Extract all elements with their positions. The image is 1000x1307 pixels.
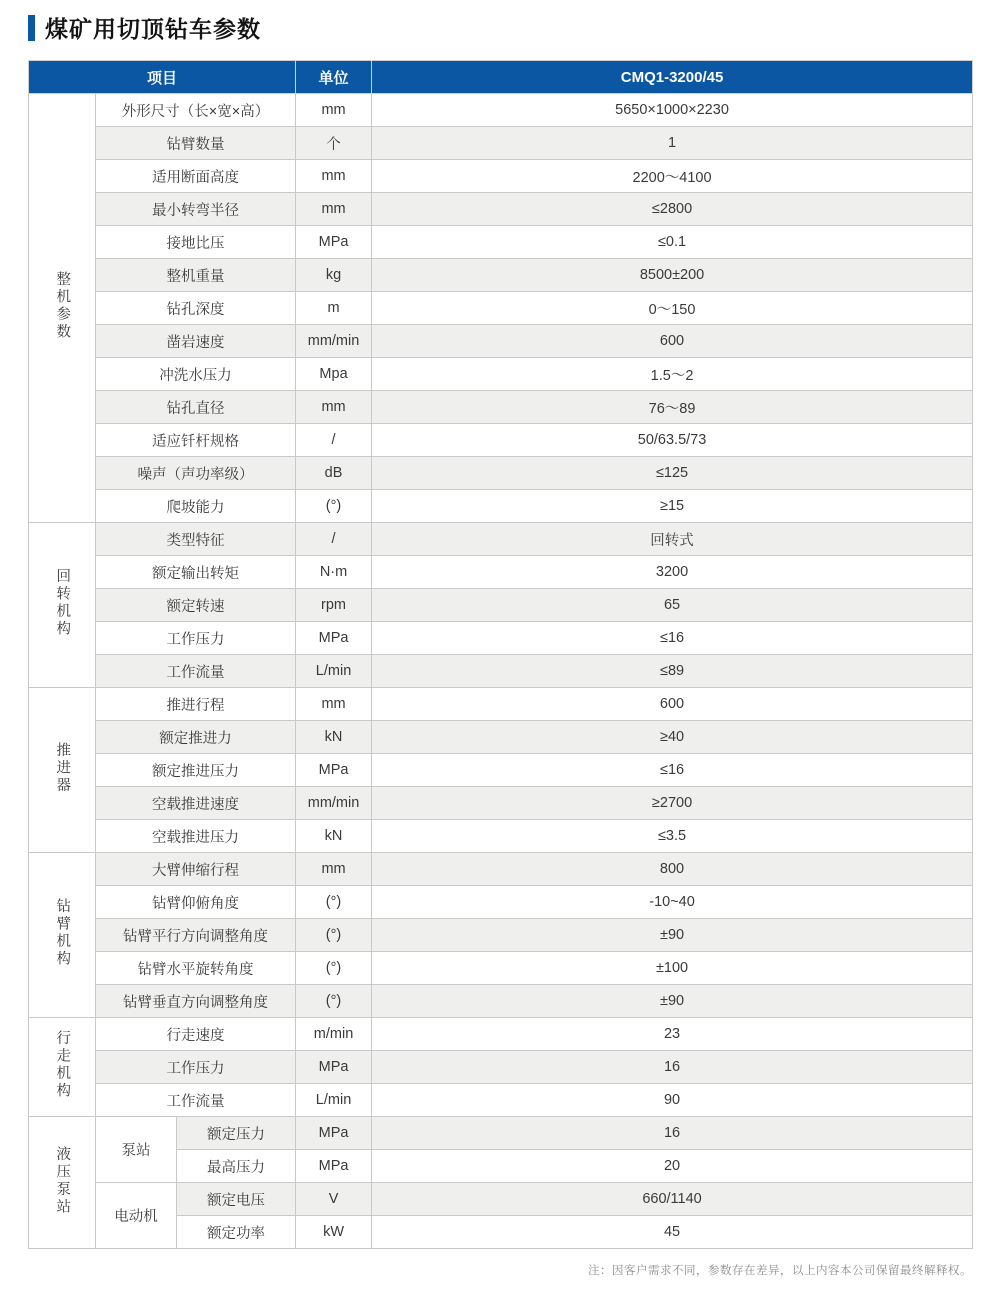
table-row [29, 1018, 973, 1051]
table-row [29, 160, 973, 193]
spec-item-value: 660/1140 [372, 1183, 973, 1216]
spec-item-unit: mm [296, 94, 372, 127]
spec-item-name: 空载推进压力 [96, 820, 296, 853]
spec-item-unit: MPa [296, 622, 372, 655]
table-row [29, 1051, 973, 1084]
spec-item-name: 额定推进力 [96, 721, 296, 754]
table-row [29, 193, 973, 226]
spec-item-value: 23 [372, 1018, 973, 1051]
spec-item-name: 工作压力 [96, 622, 296, 655]
spec-table-header [29, 61, 973, 94]
spec-item-value: ≤3.5 [372, 820, 973, 853]
spec-item-unit: m [296, 292, 372, 325]
header-row [29, 61, 973, 94]
spec-item-unit: dB [296, 457, 372, 490]
spec-item-unit: rpm [296, 589, 372, 622]
spec-item-value: ≤89 [372, 655, 973, 688]
spec-item-value: 600 [372, 325, 973, 358]
table-row [29, 886, 973, 919]
spec-item-value: 16 [372, 1051, 973, 1084]
spec-item-unit: m/min [296, 1018, 372, 1051]
table-row [29, 358, 973, 391]
spec-item-unit: mm [296, 391, 372, 424]
spec-item-value: ≤16 [372, 622, 973, 655]
spec-item-value: ≥40 [372, 721, 973, 754]
table-row [29, 919, 973, 952]
spec-item-unit: MPa [296, 754, 372, 787]
spec-item-value: 8500±200 [372, 259, 973, 292]
spec-item-name: 钻臂水平旋转角度 [96, 952, 296, 985]
spec-item-value: 65 [372, 589, 973, 622]
table-row [29, 556, 973, 589]
spec-item-value: ≤125 [372, 457, 973, 490]
table-row [29, 391, 973, 424]
spec-item-value: 600 [372, 688, 973, 721]
table-row [29, 1183, 973, 1216]
spec-item-name: 爬坡能力 [96, 490, 296, 523]
page-title-block [28, 11, 261, 44]
spec-item-name: 钻孔深度 [96, 292, 296, 325]
spec-item-name: 冲洗水压力 [96, 358, 296, 391]
table-row [29, 853, 973, 886]
table-row [29, 1117, 973, 1150]
spec-item-value: 回转式 [372, 523, 973, 556]
table-row [29, 490, 973, 523]
group-label-text: 回转机构 [54, 568, 71, 638]
spec-item-unit: mm/min [296, 325, 372, 358]
header-model: CMQ1-3200/45 [372, 61, 973, 94]
spec-item-name: 钻孔直径 [96, 391, 296, 424]
spec-item-unit: MPa [296, 1150, 372, 1183]
spec-item-value: ≥2700 [372, 787, 973, 820]
spec-item-value: 76～89 [372, 391, 973, 424]
table-row [29, 589, 973, 622]
spec-item-unit: 个 [296, 127, 372, 160]
spec-item-name: 最小转弯半径 [96, 193, 296, 226]
spec-item-unit: mm [296, 193, 372, 226]
spec-item-name: 额定压力 [177, 1117, 296, 1150]
spec-item-unit: kN [296, 721, 372, 754]
spec-item-value: 20 [372, 1150, 973, 1183]
spec-item-value: 16 [372, 1117, 973, 1150]
spec-item-unit: (°) [296, 490, 372, 523]
spec-item-name: 适用断面高度 [96, 160, 296, 193]
spec-item-name: 空载推进速度 [96, 787, 296, 820]
spec-item-value: ≤0.1 [372, 226, 973, 259]
spec-item-name: 工作流量 [96, 1084, 296, 1117]
spec-item-name: 凿岩速度 [96, 325, 296, 358]
spec-item-unit: mm [296, 688, 372, 721]
spec-item-unit: (°) [296, 886, 372, 919]
spec-item-unit: (°) [296, 985, 372, 1018]
group-label-text: 钻臂机构 [54, 898, 71, 968]
group-label [29, 853, 96, 1018]
subgroup-label: 泵站 [96, 1117, 177, 1183]
group-label-text: 推进器 [54, 741, 71, 795]
spec-item-unit: MPa [296, 1117, 372, 1150]
spec-item-value: ≤16 [372, 754, 973, 787]
table-row [29, 754, 973, 787]
spec-item-name: 钻臂数量 [96, 127, 296, 160]
spec-item-name: 额定输出转矩 [96, 556, 296, 589]
table-row [29, 820, 973, 853]
spec-item-value: 45 [372, 1216, 973, 1249]
spec-item-unit: (°) [296, 919, 372, 952]
header-item: 项目 [29, 61, 296, 94]
spec-item-value: 800 [372, 853, 973, 886]
header-unit: 单位 [296, 61, 372, 94]
spec-item-value: ≤2800 [372, 193, 973, 226]
spec-item-unit: Mpa [296, 358, 372, 391]
spec-item-unit: kW [296, 1216, 372, 1249]
spec-item-value: 1 [372, 127, 973, 160]
spec-item-unit: N·m [296, 556, 372, 589]
spec-item-unit: / [296, 523, 372, 556]
spec-item-value: -10~40 [372, 886, 973, 919]
spec-item-name: 推进行程 [96, 688, 296, 721]
spec-item-unit: mm [296, 853, 372, 886]
table-row [29, 523, 973, 556]
spec-item-name: 额定功率 [177, 1216, 296, 1249]
spec-item-value: ≥15 [372, 490, 973, 523]
spec-item-unit: mm/min [296, 787, 372, 820]
table-row [29, 655, 973, 688]
table-row [29, 292, 973, 325]
table-row [29, 259, 973, 292]
spec-item-unit: MPa [296, 1051, 372, 1084]
spec-item-value: 50/63.5/73 [372, 424, 973, 457]
table-row [29, 688, 973, 721]
table-row [29, 622, 973, 655]
spec-item-name: 外形尺寸（长×宽×高） [96, 94, 296, 127]
group-label [29, 94, 96, 523]
spec-item-name: 整机重量 [96, 259, 296, 292]
spec-item-name: 类型特征 [96, 523, 296, 556]
spec-item-value: ±90 [372, 919, 973, 952]
spec-item-unit: kN [296, 820, 372, 853]
footnote: 注：因客户需求不同，参数存在差异，以上内容本公司保留最终解释权。 [588, 1265, 972, 1277]
group-label [29, 688, 96, 853]
spec-item-unit: mm [296, 160, 372, 193]
spec-item-unit: / [296, 424, 372, 457]
spec-item-name: 接地比压 [96, 226, 296, 259]
spec-item-value: ±100 [372, 952, 973, 985]
table-row [29, 424, 973, 457]
spec-item-unit: V [296, 1183, 372, 1216]
table-row [29, 226, 973, 259]
spec-table-body [29, 94, 973, 1249]
page-title: 煤矿用切顶钻车参数 [45, 16, 261, 42]
spec-item-name: 噪声（声功率级） [96, 457, 296, 490]
subgroup-label: 电动机 [96, 1183, 177, 1249]
spec-item-name: 额定推进压力 [96, 754, 296, 787]
table-row [29, 985, 973, 1018]
title-accent-bar [28, 15, 35, 41]
spec-item-name: 钻臂垂直方向调整角度 [96, 985, 296, 1018]
table-row [29, 94, 973, 127]
group-label [29, 523, 96, 688]
spec-item-unit: kg [296, 259, 372, 292]
group-label [29, 1018, 96, 1117]
group-label-text: 液压泵站 [54, 1145, 71, 1216]
spec-item-name: 大臂伸缩行程 [96, 853, 296, 886]
table-row [29, 127, 973, 160]
table-row [29, 721, 973, 754]
spec-table [28, 60, 973, 1249]
spec-item-value: 0～150 [372, 292, 973, 325]
spec-item-value: ±90 [372, 985, 973, 1018]
spec-item-name: 最高压力 [177, 1150, 296, 1183]
spec-item-unit: (°) [296, 952, 372, 985]
table-row [29, 457, 973, 490]
spec-item-unit: MPa [296, 226, 372, 259]
spec-item-value: 1.5～2 [372, 358, 973, 391]
spec-item-name: 适应钎杆规格 [96, 424, 296, 457]
spec-item-value: 5650×1000×2230 [372, 94, 973, 127]
table-row [29, 325, 973, 358]
spec-item-name: 额定电压 [177, 1183, 296, 1216]
spec-item-name: 额定转速 [96, 589, 296, 622]
table-row [29, 787, 973, 820]
table-row [29, 1084, 973, 1117]
group-label [29, 1117, 96, 1249]
table-row [29, 952, 973, 985]
spec-item-name: 钻臂平行方向调整角度 [96, 919, 296, 952]
spec-item-name: 工作流量 [96, 655, 296, 688]
spec-item-value: 2200～4100 [372, 160, 973, 193]
group-label-text: 行走机构 [54, 1030, 71, 1100]
spec-item-unit: L/min [296, 655, 372, 688]
spec-item-value: 90 [372, 1084, 973, 1117]
group-label-text: 整机参数 [54, 271, 71, 341]
spec-item-name: 行走速度 [96, 1018, 296, 1051]
spec-item-name: 钻臂仰俯角度 [96, 886, 296, 919]
spec-item-unit: L/min [296, 1084, 372, 1117]
spec-item-name: 工作压力 [96, 1051, 296, 1084]
spec-item-value: 3200 [372, 556, 973, 589]
